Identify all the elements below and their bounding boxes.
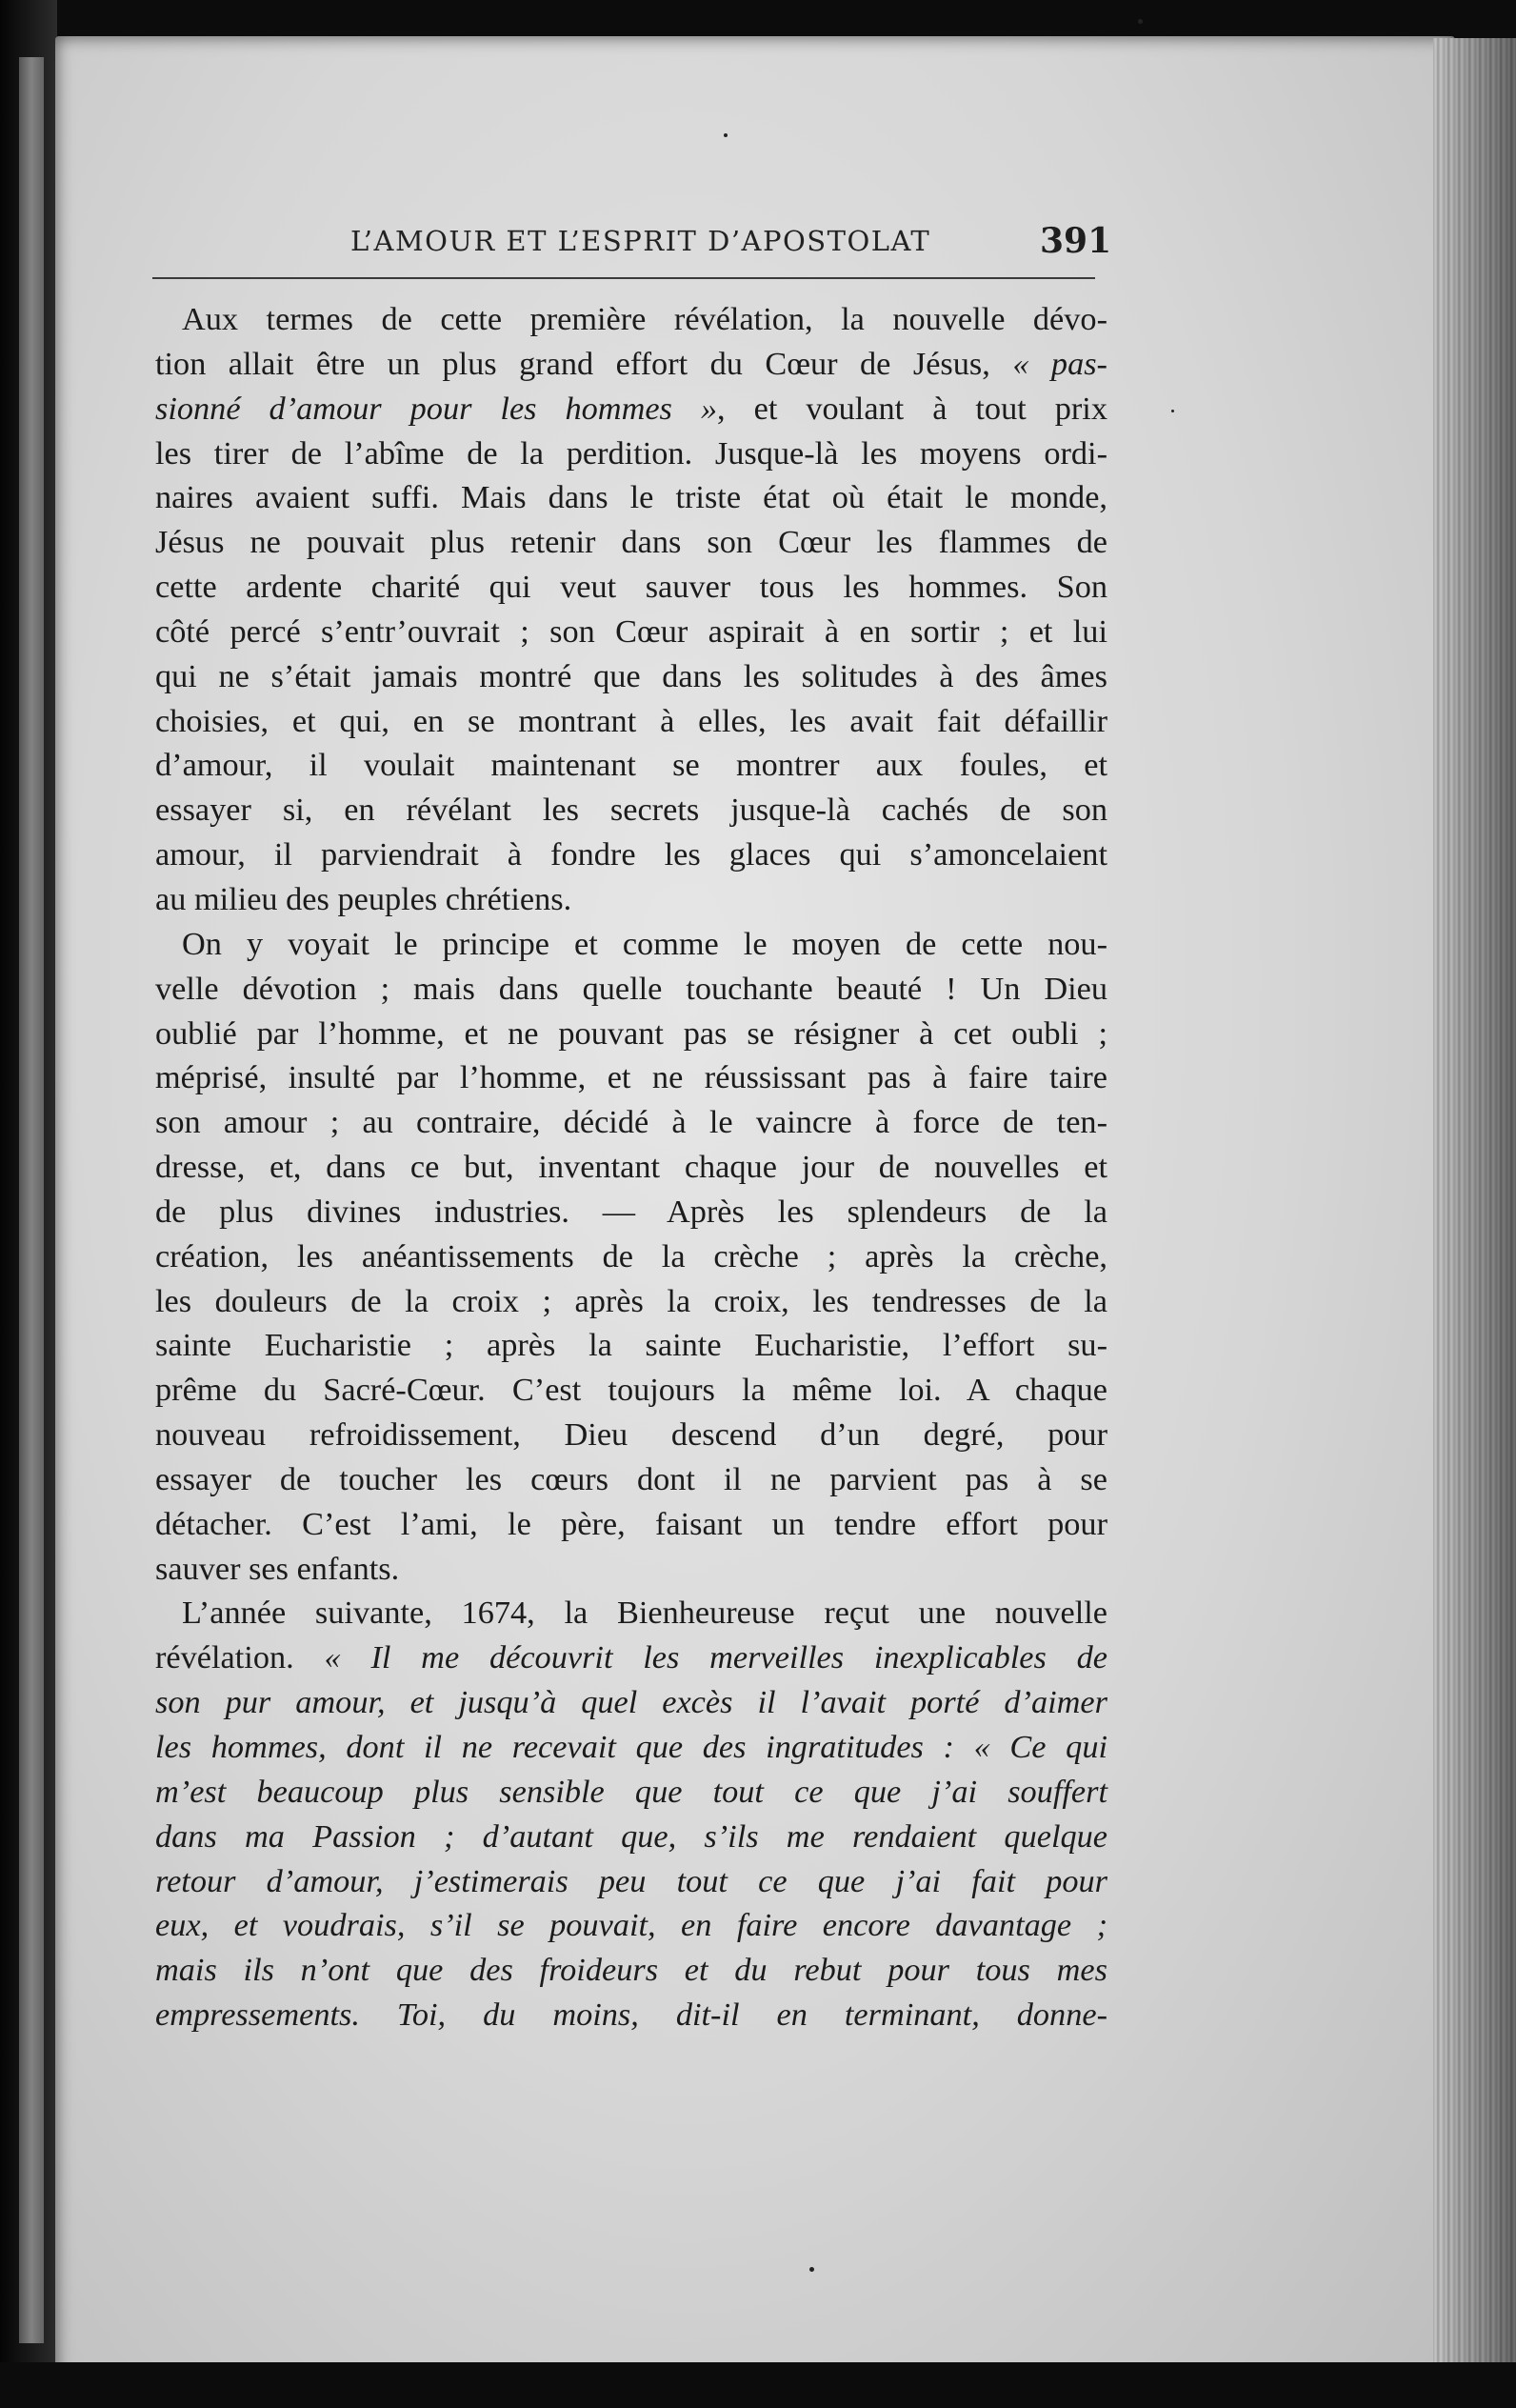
italic-run: son pur amour, et jusqu’à quel excès il l’avait porté d’aimer xyxy=(155,1684,1107,1721)
text-run: les douleurs de la croix ; après la croix, les tendresses de la xyxy=(155,1282,1107,1319)
scan-speck xyxy=(1138,19,1143,24)
text-line xyxy=(155,1323,1107,1368)
text-line xyxy=(155,877,1107,922)
text-line xyxy=(155,1190,1107,1234)
text-line xyxy=(155,1635,1107,1680)
scan-bottom-border xyxy=(0,2362,1516,2408)
scan-speck xyxy=(809,2267,814,2272)
text-line xyxy=(155,1457,1107,1502)
text-run: méprisé, insulté par l’homme, et ne réussissant pas à faire taire xyxy=(155,1059,1107,1096)
text-line xyxy=(155,788,1107,833)
text-run: essayer si, en révélant les secrets jusque-là cachés de son xyxy=(155,792,1107,829)
italic-run: « pas- xyxy=(1012,345,1107,382)
text-run: dresse, et, dans ce but, inventant chaque jour de nouvelles et xyxy=(155,1149,1107,1186)
text-line xyxy=(155,431,1107,476)
text-run: qui ne s’était jamais montré que dans les solitudes à des âmes xyxy=(155,657,1107,694)
body-text xyxy=(155,297,1107,2037)
text-line xyxy=(155,342,1107,387)
scan-top-border xyxy=(0,0,1516,38)
text-run: révélation. xyxy=(155,1639,325,1676)
text-line xyxy=(155,1234,1107,1279)
text-line xyxy=(155,922,1107,967)
italic-run: « Il me découvrit les merveilles inexplicables de xyxy=(324,1639,1107,1676)
text-run: Aux termes de cette première révélation, la nouvelle dévo- xyxy=(182,301,1107,337)
text-run: velle dévotion ; mais dans quelle touchante beauté ! Un Dieu xyxy=(155,970,1107,1007)
text-run: oublié par l’homme, et ne pouvant pas se résigner à cet oubli ; xyxy=(155,1014,1107,1052)
text-line xyxy=(155,743,1107,788)
text-run: d’amour, il voulait maintenant se montrer aux foules, et xyxy=(155,747,1107,784)
text-line xyxy=(155,1100,1107,1145)
text-line xyxy=(155,1591,1107,1635)
text-line xyxy=(155,1903,1107,1948)
text-run: nouveau refroidissement, Dieu descend d’un degré, pour xyxy=(155,1416,1107,1454)
text-line xyxy=(155,610,1107,654)
text-line xyxy=(155,1502,1107,1547)
text-line xyxy=(155,1547,1107,1592)
text-line xyxy=(155,833,1107,877)
text-line xyxy=(155,520,1107,565)
text-line xyxy=(155,1145,1107,1190)
text-line xyxy=(155,654,1107,699)
text-line xyxy=(155,1279,1107,1324)
text-line xyxy=(155,1055,1107,1100)
text-run: choisies, et qui, en se montrant à elles, les avait fait défaillir xyxy=(155,702,1107,739)
text-line xyxy=(155,699,1107,744)
text-run: tion allait être un plus grand effort du Cœur de Jésus, xyxy=(155,345,1013,382)
text-run: essayer de toucher les cœurs dont il ne parvient pas à se xyxy=(155,1460,1107,1497)
text-line xyxy=(155,1413,1107,1457)
italic-run: m’est beaucoup plus sensible que tout ce que j’ai souffert xyxy=(155,1773,1107,1810)
text-run: son amour ; au contraire, décidé à le vaincre à force de ten- xyxy=(155,1104,1107,1141)
text-run: Jésus ne pouvait plus retenir dans son Cœur les flammes de xyxy=(155,524,1107,561)
text-line xyxy=(155,1993,1107,2037)
text-run: au milieu des peuples chrétiens. xyxy=(155,880,572,917)
italic-run: retour d’amour, j’estimerais peu tout ce que j’ai fait pour xyxy=(155,1862,1107,1899)
text-line xyxy=(155,565,1107,610)
italic-run: eux, et voudrais, s’il se pouvait, en faire encore davantage ; xyxy=(155,1907,1107,1944)
text-line xyxy=(155,387,1107,431)
text-line xyxy=(155,1012,1107,1056)
italic-run: les hommes, dont il ne recevait que des ingratitudes : « Ce qui xyxy=(155,1729,1107,1765)
text-line xyxy=(155,1770,1107,1815)
text-line xyxy=(155,1680,1107,1725)
scan-speck xyxy=(1171,410,1174,412)
text-line xyxy=(155,1859,1107,1904)
italic-run: mais ils n’ont que des froideurs et du rebut pour tous mes xyxy=(155,1952,1107,1989)
text-line xyxy=(155,1815,1107,1859)
running-head: L’AMOUR ET L’ESPRIT D’APOSTOLAT xyxy=(350,225,931,257)
page-stack-shadow xyxy=(1433,38,1516,2362)
text-run: On y voyait le principe et comme le moyen de cette nou- xyxy=(182,925,1107,962)
text-line xyxy=(155,475,1107,520)
page-number: 391 xyxy=(1040,221,1112,261)
text-run: sauver ses enfants. xyxy=(155,1550,400,1587)
text-run: détacher. C’est l’ami, le père, faisant un tendre effort pour xyxy=(155,1505,1107,1542)
text-run: les tirer de l’abîme de la perdition. Jusque-là les moyens ordi- xyxy=(155,434,1107,472)
text-line xyxy=(155,1368,1107,1413)
text-run: de plus divines industries. — Après les splendeurs de la xyxy=(155,1193,1107,1230)
italic-run: dans ma Passion ; d’autant que, s’ils me rendaient quelque xyxy=(155,1817,1107,1855)
text-line xyxy=(155,1948,1107,1993)
scan-speck xyxy=(724,133,728,137)
italic-run: sionné d’amour pour les hommes » xyxy=(155,390,718,427)
text-run: naires avaient suffi. Mais dans le triste état où était le monde, xyxy=(155,479,1107,516)
text-line xyxy=(155,967,1107,1012)
text-run: L’année suivante, 1674, la Bienheureuse reçut une nouvelle xyxy=(182,1595,1107,1632)
text-run: sainte Eucharistie ; après la sainte Eucharistie, l’effort su- xyxy=(155,1327,1107,1364)
adjacent-page-edge xyxy=(19,57,44,2343)
text-run: amour, il parviendrait à fondre les glaces qui s’amoncelaient xyxy=(155,836,1107,873)
text-run: , et voulant à tout prix xyxy=(717,390,1107,427)
text-run: cette ardente charité qui veut sauver tous les hommes. Son xyxy=(155,569,1107,606)
text-run: prême du Sacré-Cœur. C’est toujours la même loi. A chaque xyxy=(155,1372,1107,1409)
header-rule xyxy=(152,277,1095,279)
text-run: création, les anéantissements de la crèche ; après la crèche, xyxy=(155,1237,1107,1274)
text-line xyxy=(155,1725,1107,1770)
italic-run: empressements. Toi, du moins, dit-il en terminant, donne- xyxy=(155,1997,1107,2034)
text-run: côté percé s’entr’ouvrait ; son Cœur aspirait à en sortir ; et lui xyxy=(155,612,1107,650)
text-line xyxy=(155,297,1107,342)
